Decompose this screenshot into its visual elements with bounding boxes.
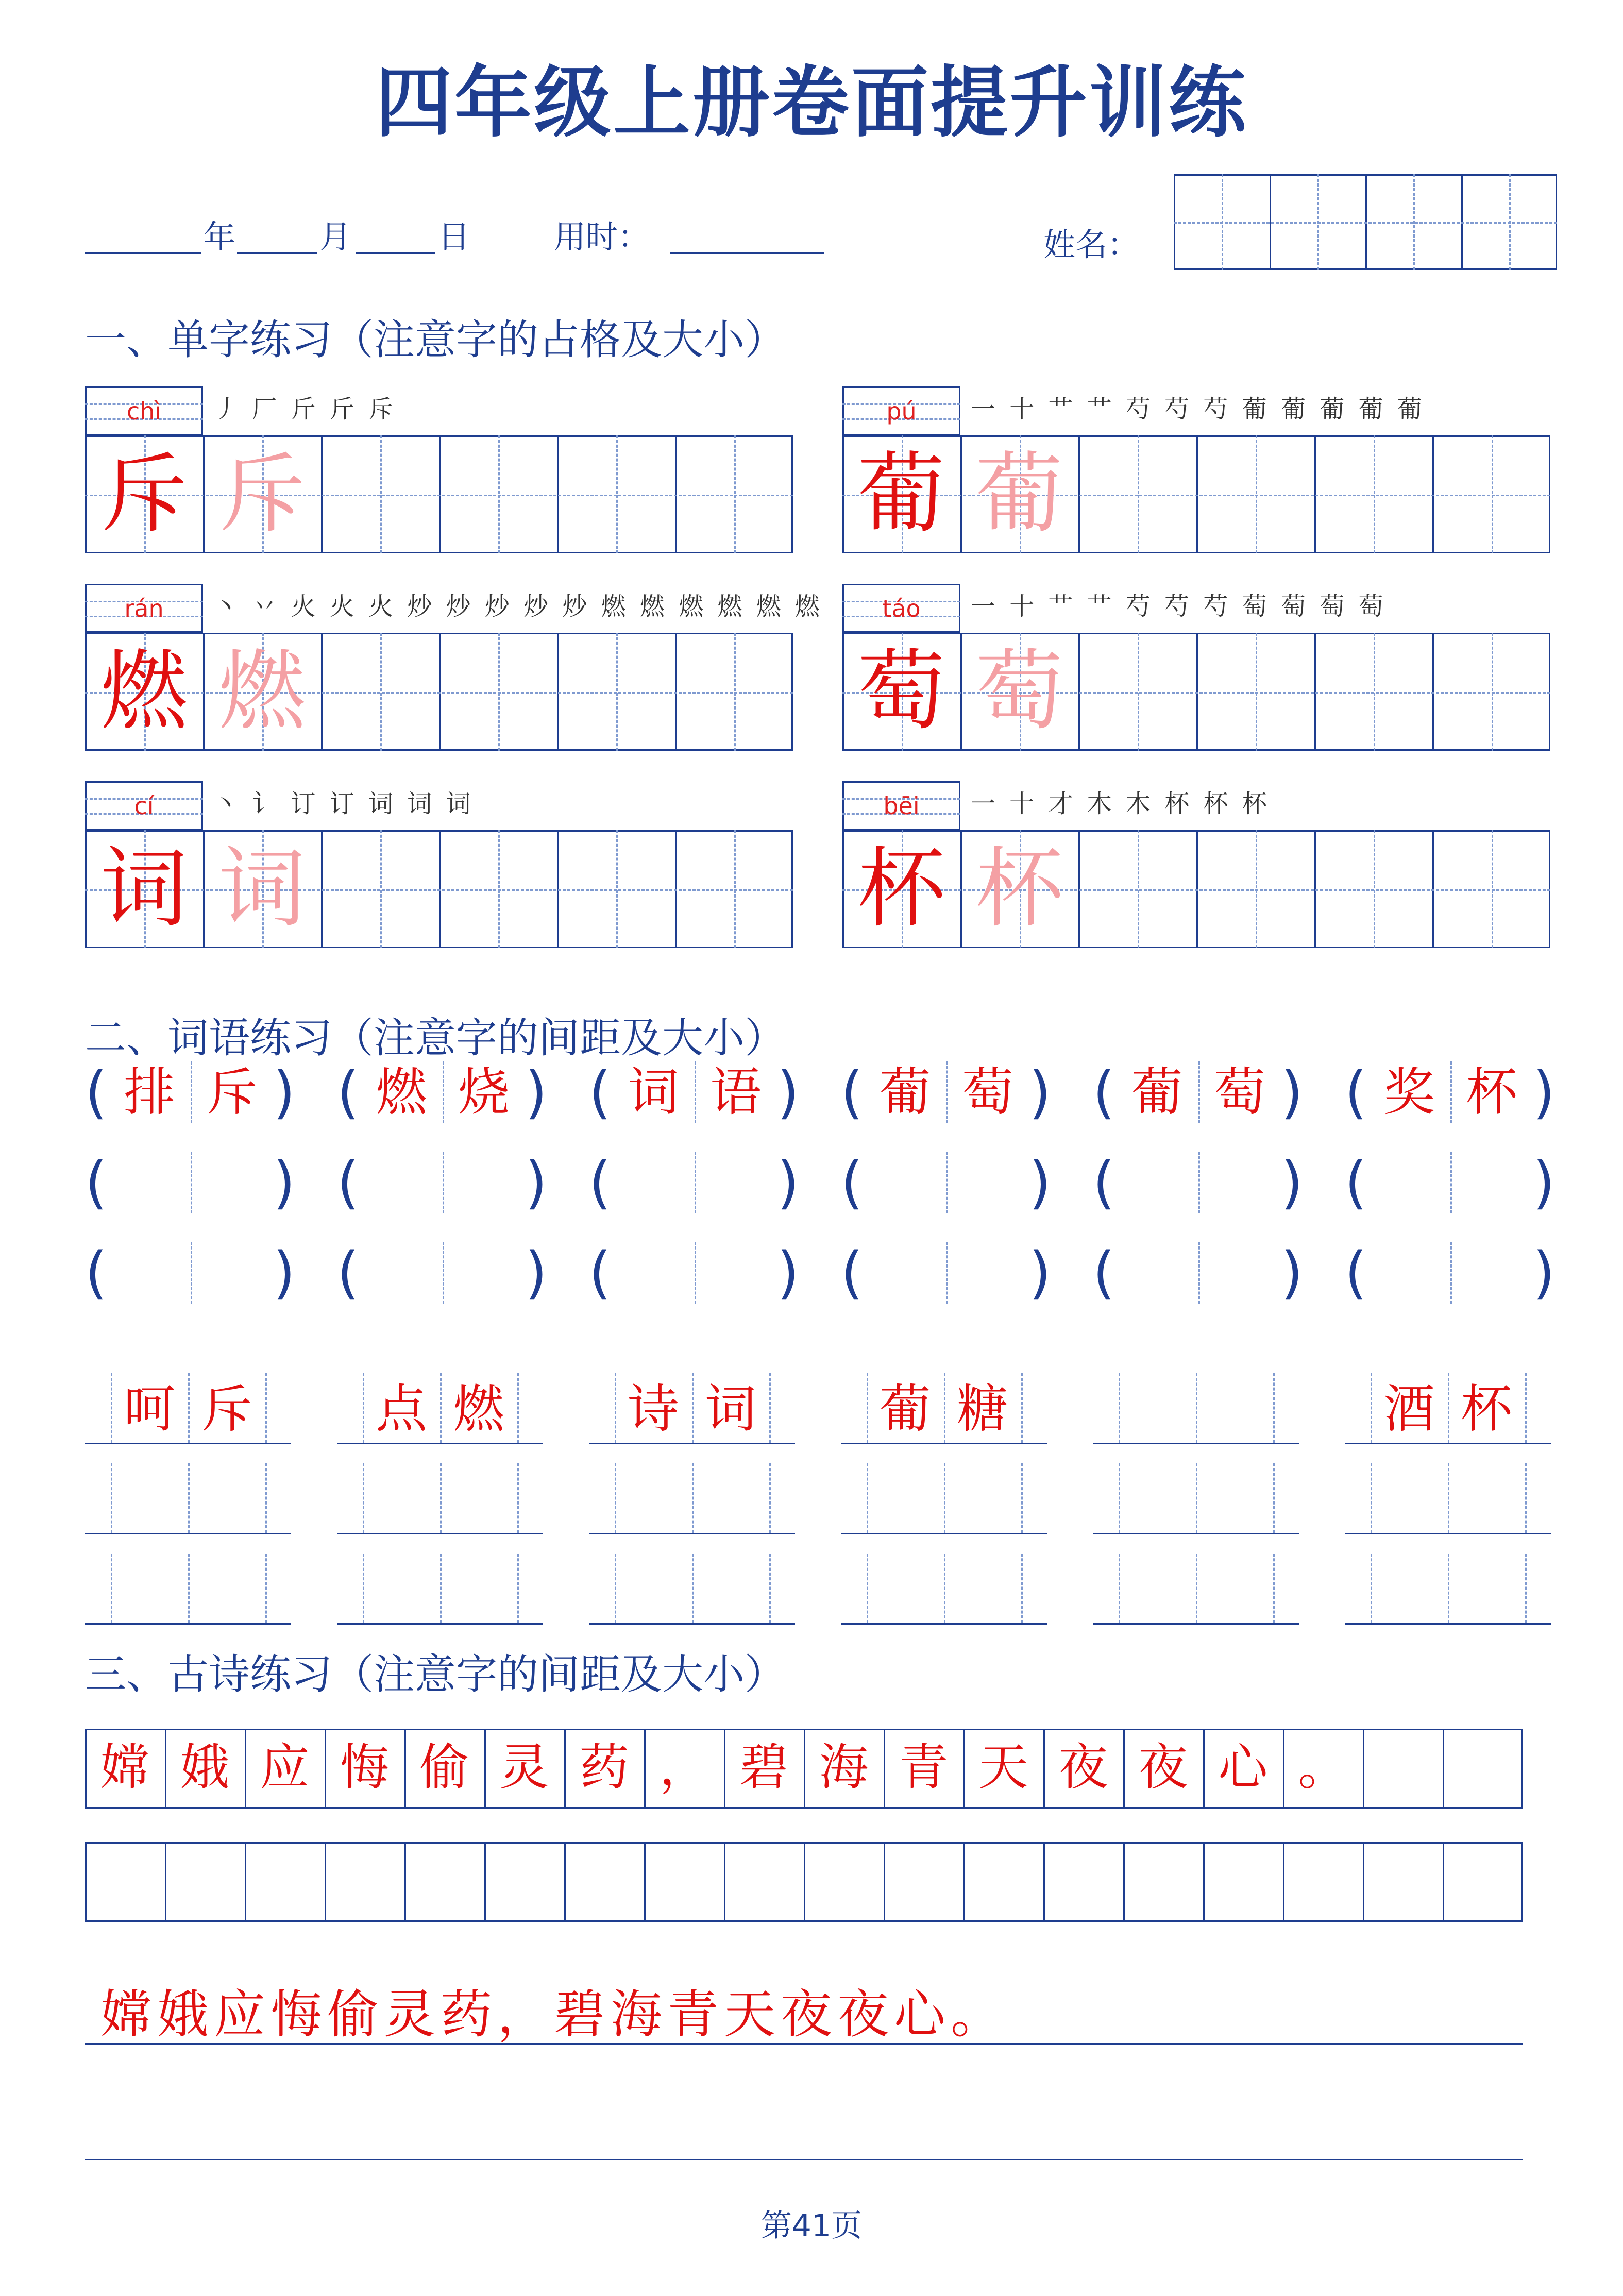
section-title-1: 一、单字练习（注意字的占格及大小） bbox=[85, 316, 786, 364]
day-blank[interactable] bbox=[356, 252, 435, 254]
word-char: 萄 bbox=[962, 1062, 1013, 1122]
word-dash bbox=[692, 1463, 694, 1533]
stroke-order: 丶 讠 订 订 词 词 词 bbox=[213, 789, 474, 818]
word-underline[interactable] bbox=[589, 1623, 795, 1625]
name-grid-dash-h bbox=[1174, 222, 1557, 224]
word-dash bbox=[769, 1554, 771, 1623]
word-dash bbox=[1021, 1463, 1023, 1533]
trace-character: 葡 bbox=[975, 443, 1063, 545]
paren-right: ) bbox=[1281, 1059, 1303, 1125]
word-char: 葡 bbox=[880, 1379, 931, 1439]
word-dash bbox=[867, 1463, 868, 1533]
word-char: 语 bbox=[710, 1062, 762, 1122]
paren-right: ) bbox=[1533, 1059, 1555, 1125]
paren-left: ( bbox=[85, 1059, 107, 1125]
word-underline[interactable] bbox=[841, 1533, 1047, 1534]
paren-right: ) bbox=[1029, 1240, 1051, 1306]
poem-write-line-2[interactable] bbox=[85, 2159, 1523, 2160]
paren-right: ) bbox=[1029, 1150, 1051, 1215]
poem-grid-divider bbox=[724, 1842, 725, 1922]
paren-right: ) bbox=[525, 1240, 547, 1306]
paren-blank[interactable] bbox=[363, 1242, 522, 1304]
paren-dash bbox=[1198, 1061, 1200, 1123]
model-character: 葡 bbox=[857, 443, 945, 545]
poem-char: 娥 bbox=[180, 1738, 230, 1796]
paren-blank[interactable] bbox=[1119, 1242, 1278, 1304]
pinyin-label: pú bbox=[886, 397, 917, 425]
year-blank[interactable] bbox=[85, 252, 201, 254]
word-dash bbox=[1371, 1554, 1372, 1623]
paren-blank[interactable] bbox=[1119, 1152, 1278, 1213]
paren-left: ( bbox=[1345, 1240, 1367, 1306]
paren-blank[interactable] bbox=[867, 1152, 1026, 1213]
word-dash bbox=[615, 1463, 616, 1533]
word-char: 燃 bbox=[453, 1379, 504, 1439]
word-dash bbox=[111, 1554, 112, 1623]
paren-right: ) bbox=[1281, 1240, 1303, 1306]
word-dash bbox=[1525, 1554, 1527, 1623]
paren-right: ) bbox=[777, 1240, 799, 1306]
paren-left: ( bbox=[841, 1150, 863, 1215]
paren-left: ( bbox=[1093, 1240, 1115, 1306]
word-char: 排 bbox=[124, 1062, 175, 1122]
poem-grid-divider bbox=[325, 1842, 326, 1922]
stroke-order: 一 十 艹 艹 芍 芍 芍 萄 萄 萄 萄 bbox=[971, 592, 1387, 621]
poem-grid-divider bbox=[963, 1842, 965, 1922]
paren-right: ) bbox=[273, 1059, 295, 1125]
word-dash bbox=[440, 1554, 442, 1623]
trace-character: 词 bbox=[218, 838, 306, 940]
word-dash bbox=[1196, 1554, 1197, 1623]
model-character: 杯 bbox=[857, 838, 945, 940]
paren-right: ) bbox=[1281, 1150, 1303, 1215]
paren-right: ) bbox=[1029, 1059, 1051, 1125]
word-underline[interactable] bbox=[1093, 1533, 1299, 1534]
poem-char: 灵 bbox=[499, 1738, 549, 1796]
word-dash bbox=[1273, 1463, 1275, 1533]
poem-line-sample: 嫦娥应悔偷灵药，碧海青天夜夜心。 bbox=[100, 1984, 1007, 2045]
word-dash bbox=[363, 1463, 364, 1533]
word-underline[interactable] bbox=[337, 1623, 543, 1625]
paren-left: ( bbox=[85, 1150, 107, 1215]
word-char: 斥 bbox=[206, 1062, 258, 1122]
pinyin-label: cí bbox=[134, 792, 154, 820]
word-dash bbox=[1448, 1554, 1449, 1623]
word-dash bbox=[517, 1554, 519, 1623]
paren-blank[interactable] bbox=[1371, 1152, 1530, 1213]
poem-grid-divider bbox=[404, 1842, 406, 1922]
section-title-3: 三、古诗练习（注意字的间距及大小） bbox=[85, 1650, 786, 1698]
poem-char: 海 bbox=[819, 1738, 869, 1796]
word-dash bbox=[615, 1554, 616, 1623]
poem-char: 嫦 bbox=[100, 1738, 150, 1796]
word-char: 杯 bbox=[1466, 1062, 1517, 1122]
word-char: 糖 bbox=[957, 1379, 1008, 1439]
paren-left: ( bbox=[589, 1240, 611, 1306]
paren-left: ( bbox=[589, 1150, 611, 1215]
time-label: 用时： bbox=[554, 218, 650, 256]
word-dash bbox=[1021, 1554, 1023, 1623]
word-dash bbox=[1021, 1373, 1023, 1443]
poem-char: ， bbox=[659, 1738, 709, 1796]
poem-char: 药 bbox=[579, 1738, 629, 1796]
word-underline[interactable] bbox=[1345, 1533, 1551, 1534]
word-char: 酒 bbox=[1383, 1379, 1435, 1439]
paren-blank[interactable] bbox=[1371, 1242, 1530, 1304]
poem-grid-divider bbox=[1363, 1842, 1364, 1922]
trace-character: 斥 bbox=[218, 443, 306, 545]
paren-blank[interactable] bbox=[111, 1242, 270, 1304]
word-underline[interactable] bbox=[1093, 1623, 1299, 1625]
poem-grid-divider bbox=[1443, 1729, 1444, 1809]
paren-left: ( bbox=[1345, 1059, 1367, 1125]
word-char: 燃 bbox=[376, 1062, 427, 1122]
month-blank[interactable] bbox=[237, 252, 317, 254]
word-dash bbox=[1273, 1373, 1275, 1443]
page-title: 四年级上册卷面提升训练 bbox=[375, 58, 1248, 148]
paren-left: ( bbox=[841, 1059, 863, 1125]
word-dash bbox=[517, 1373, 519, 1443]
paren-blank[interactable] bbox=[111, 1152, 270, 1213]
word-char: 葡 bbox=[880, 1062, 931, 1122]
section-title-2: 二、词语练习（注意字的间距及大小） bbox=[85, 1014, 786, 1062]
stroke-order: 丿 厂 斤 斤 斥 bbox=[213, 395, 397, 424]
poem-grid-divider bbox=[804, 1842, 805, 1922]
poem-char: 天 bbox=[978, 1738, 1028, 1796]
word-underline[interactable] bbox=[337, 1533, 543, 1534]
paren-dash bbox=[695, 1061, 696, 1123]
stroke-order: 丶 丷 火 火 火 炒 炒 炒 炒 炒 燃 燃 燃 燃 燃 燃 bbox=[213, 592, 823, 621]
paren-right: ) bbox=[1533, 1150, 1555, 1215]
word-char: 词 bbox=[628, 1062, 679, 1122]
paren-right: ) bbox=[273, 1240, 295, 1306]
trace-character: 萄 bbox=[975, 640, 1063, 742]
paren-left: ( bbox=[841, 1240, 863, 1306]
word-char: 斥 bbox=[201, 1379, 252, 1439]
poem-char: 。 bbox=[1298, 1738, 1348, 1796]
poem-char: 偷 bbox=[419, 1738, 469, 1796]
name-label: 姓名： bbox=[1043, 226, 1140, 263]
word-dash bbox=[1196, 1373, 1197, 1443]
word-dash bbox=[1273, 1554, 1275, 1623]
poem-char: 应 bbox=[260, 1738, 310, 1796]
paren-left: ( bbox=[337, 1240, 359, 1306]
word-char: 杯 bbox=[1461, 1379, 1512, 1439]
paren-right: ) bbox=[777, 1150, 799, 1215]
word-dash bbox=[265, 1373, 267, 1443]
paren-blank[interactable] bbox=[867, 1242, 1026, 1304]
poem-grid-divider bbox=[1443, 1842, 1444, 1922]
paren-left: ( bbox=[1345, 1150, 1367, 1215]
poem-grid-divider bbox=[1043, 1842, 1045, 1922]
poem-grid-divider bbox=[1123, 1842, 1125, 1922]
word-char: 点 bbox=[376, 1379, 427, 1439]
time-blank[interactable] bbox=[670, 252, 824, 254]
paren-left: ( bbox=[85, 1240, 107, 1306]
word-char: 萄 bbox=[1214, 1062, 1265, 1122]
stroke-order: 一 十 才 木 木 杯 杯 杯 bbox=[971, 789, 1270, 818]
word-dash bbox=[265, 1463, 267, 1533]
word-dash bbox=[769, 1373, 771, 1443]
paren-dash bbox=[191, 1061, 192, 1123]
word-dash bbox=[1119, 1554, 1120, 1623]
word-dash bbox=[111, 1463, 112, 1533]
poem-char: 夜 bbox=[1058, 1738, 1108, 1796]
day-label: 日 bbox=[438, 218, 470, 256]
word-dash bbox=[1119, 1463, 1120, 1533]
paren-left: ( bbox=[589, 1059, 611, 1125]
word-dash bbox=[1525, 1373, 1527, 1443]
word-dash bbox=[188, 1554, 190, 1623]
model-character: 斥 bbox=[100, 443, 188, 545]
word-char: 烧 bbox=[458, 1062, 510, 1122]
pinyin-label: táo bbox=[882, 595, 921, 622]
word-underline[interactable] bbox=[841, 1623, 1047, 1625]
word-dash bbox=[265, 1554, 267, 1623]
poem-grid-divider bbox=[1363, 1729, 1364, 1809]
paren-dash bbox=[443, 1061, 444, 1123]
word-char: 奖 bbox=[1383, 1062, 1435, 1122]
paren-right: ) bbox=[777, 1059, 799, 1125]
name-grid[interactable] bbox=[1174, 174, 1557, 270]
word-underline[interactable] bbox=[589, 1533, 795, 1534]
poem-char: 悔 bbox=[340, 1738, 390, 1796]
page-number: 第41页 bbox=[760, 2208, 863, 2244]
poem-grid-divider bbox=[1203, 1842, 1205, 1922]
word-dash bbox=[1196, 1463, 1197, 1533]
word-char: 呵 bbox=[124, 1379, 175, 1439]
poem-grid-divider bbox=[884, 1842, 885, 1922]
paren-blank[interactable] bbox=[363, 1152, 522, 1213]
word-underline[interactable] bbox=[85, 1623, 291, 1625]
word-char: 葡 bbox=[1131, 1062, 1183, 1122]
paren-left: ( bbox=[337, 1059, 359, 1125]
paren-right: ) bbox=[273, 1150, 295, 1215]
poem-grid-divider bbox=[1283, 1842, 1284, 1922]
poem-grid-divider bbox=[165, 1842, 166, 1922]
pinyin-label: rán bbox=[124, 595, 164, 622]
word-underline[interactable] bbox=[1345, 1623, 1551, 1625]
poem-grid-divider bbox=[245, 1842, 246, 1922]
model-character: 萄 bbox=[857, 640, 945, 742]
word-dash bbox=[944, 1463, 945, 1533]
poem-grid-divider bbox=[564, 1842, 566, 1922]
word-underline[interactable] bbox=[85, 1533, 291, 1534]
pinyin-label: chì bbox=[126, 397, 162, 425]
year-label: 年 bbox=[204, 218, 236, 256]
stroke-order: 一 十 艹 艹 芍 芍 芍 葡 葡 葡 葡 葡 bbox=[971, 395, 1425, 424]
trace-character: 杯 bbox=[975, 838, 1063, 940]
word-dash bbox=[1119, 1373, 1120, 1443]
word-dash bbox=[363, 1554, 364, 1623]
word-dash bbox=[944, 1554, 945, 1623]
paren-left: ( bbox=[337, 1150, 359, 1215]
word-char: 词 bbox=[705, 1379, 756, 1439]
word-dash bbox=[867, 1554, 868, 1623]
word-dash bbox=[1371, 1463, 1372, 1533]
word-dash bbox=[1448, 1463, 1449, 1533]
pinyin-label: bēi bbox=[883, 792, 920, 820]
word-char: 诗 bbox=[628, 1379, 679, 1439]
word-dash bbox=[692, 1554, 694, 1623]
paren-blank[interactable] bbox=[615, 1152, 774, 1213]
paren-right: ) bbox=[525, 1150, 547, 1215]
poem-char: 青 bbox=[899, 1738, 949, 1796]
word-dash bbox=[769, 1463, 771, 1533]
word-dash bbox=[1525, 1463, 1527, 1533]
poem-write-line-1[interactable] bbox=[85, 2043, 1523, 2045]
month-label: 月 bbox=[319, 218, 352, 256]
paren-left: ( bbox=[1093, 1150, 1115, 1215]
paren-left: ( bbox=[1093, 1059, 1115, 1125]
word-dash bbox=[517, 1463, 519, 1533]
paren-right: ) bbox=[525, 1059, 547, 1125]
word-underline bbox=[1093, 1443, 1299, 1444]
paren-right: ) bbox=[1533, 1240, 1555, 1306]
model-character: 词 bbox=[100, 838, 188, 940]
poem-char: 夜 bbox=[1138, 1738, 1188, 1796]
poem-grid-divider bbox=[484, 1842, 486, 1922]
paren-dash bbox=[946, 1061, 948, 1123]
poem-char: 碧 bbox=[739, 1738, 789, 1796]
paren-dash bbox=[1450, 1061, 1452, 1123]
poem-char: 心 bbox=[1218, 1738, 1268, 1796]
model-character: 燃 bbox=[100, 640, 188, 742]
poem-grid-divider bbox=[644, 1842, 646, 1922]
word-dash bbox=[188, 1463, 190, 1533]
paren-blank[interactable] bbox=[615, 1242, 774, 1304]
trace-character: 燃 bbox=[218, 640, 306, 742]
word-dash bbox=[440, 1463, 442, 1533]
